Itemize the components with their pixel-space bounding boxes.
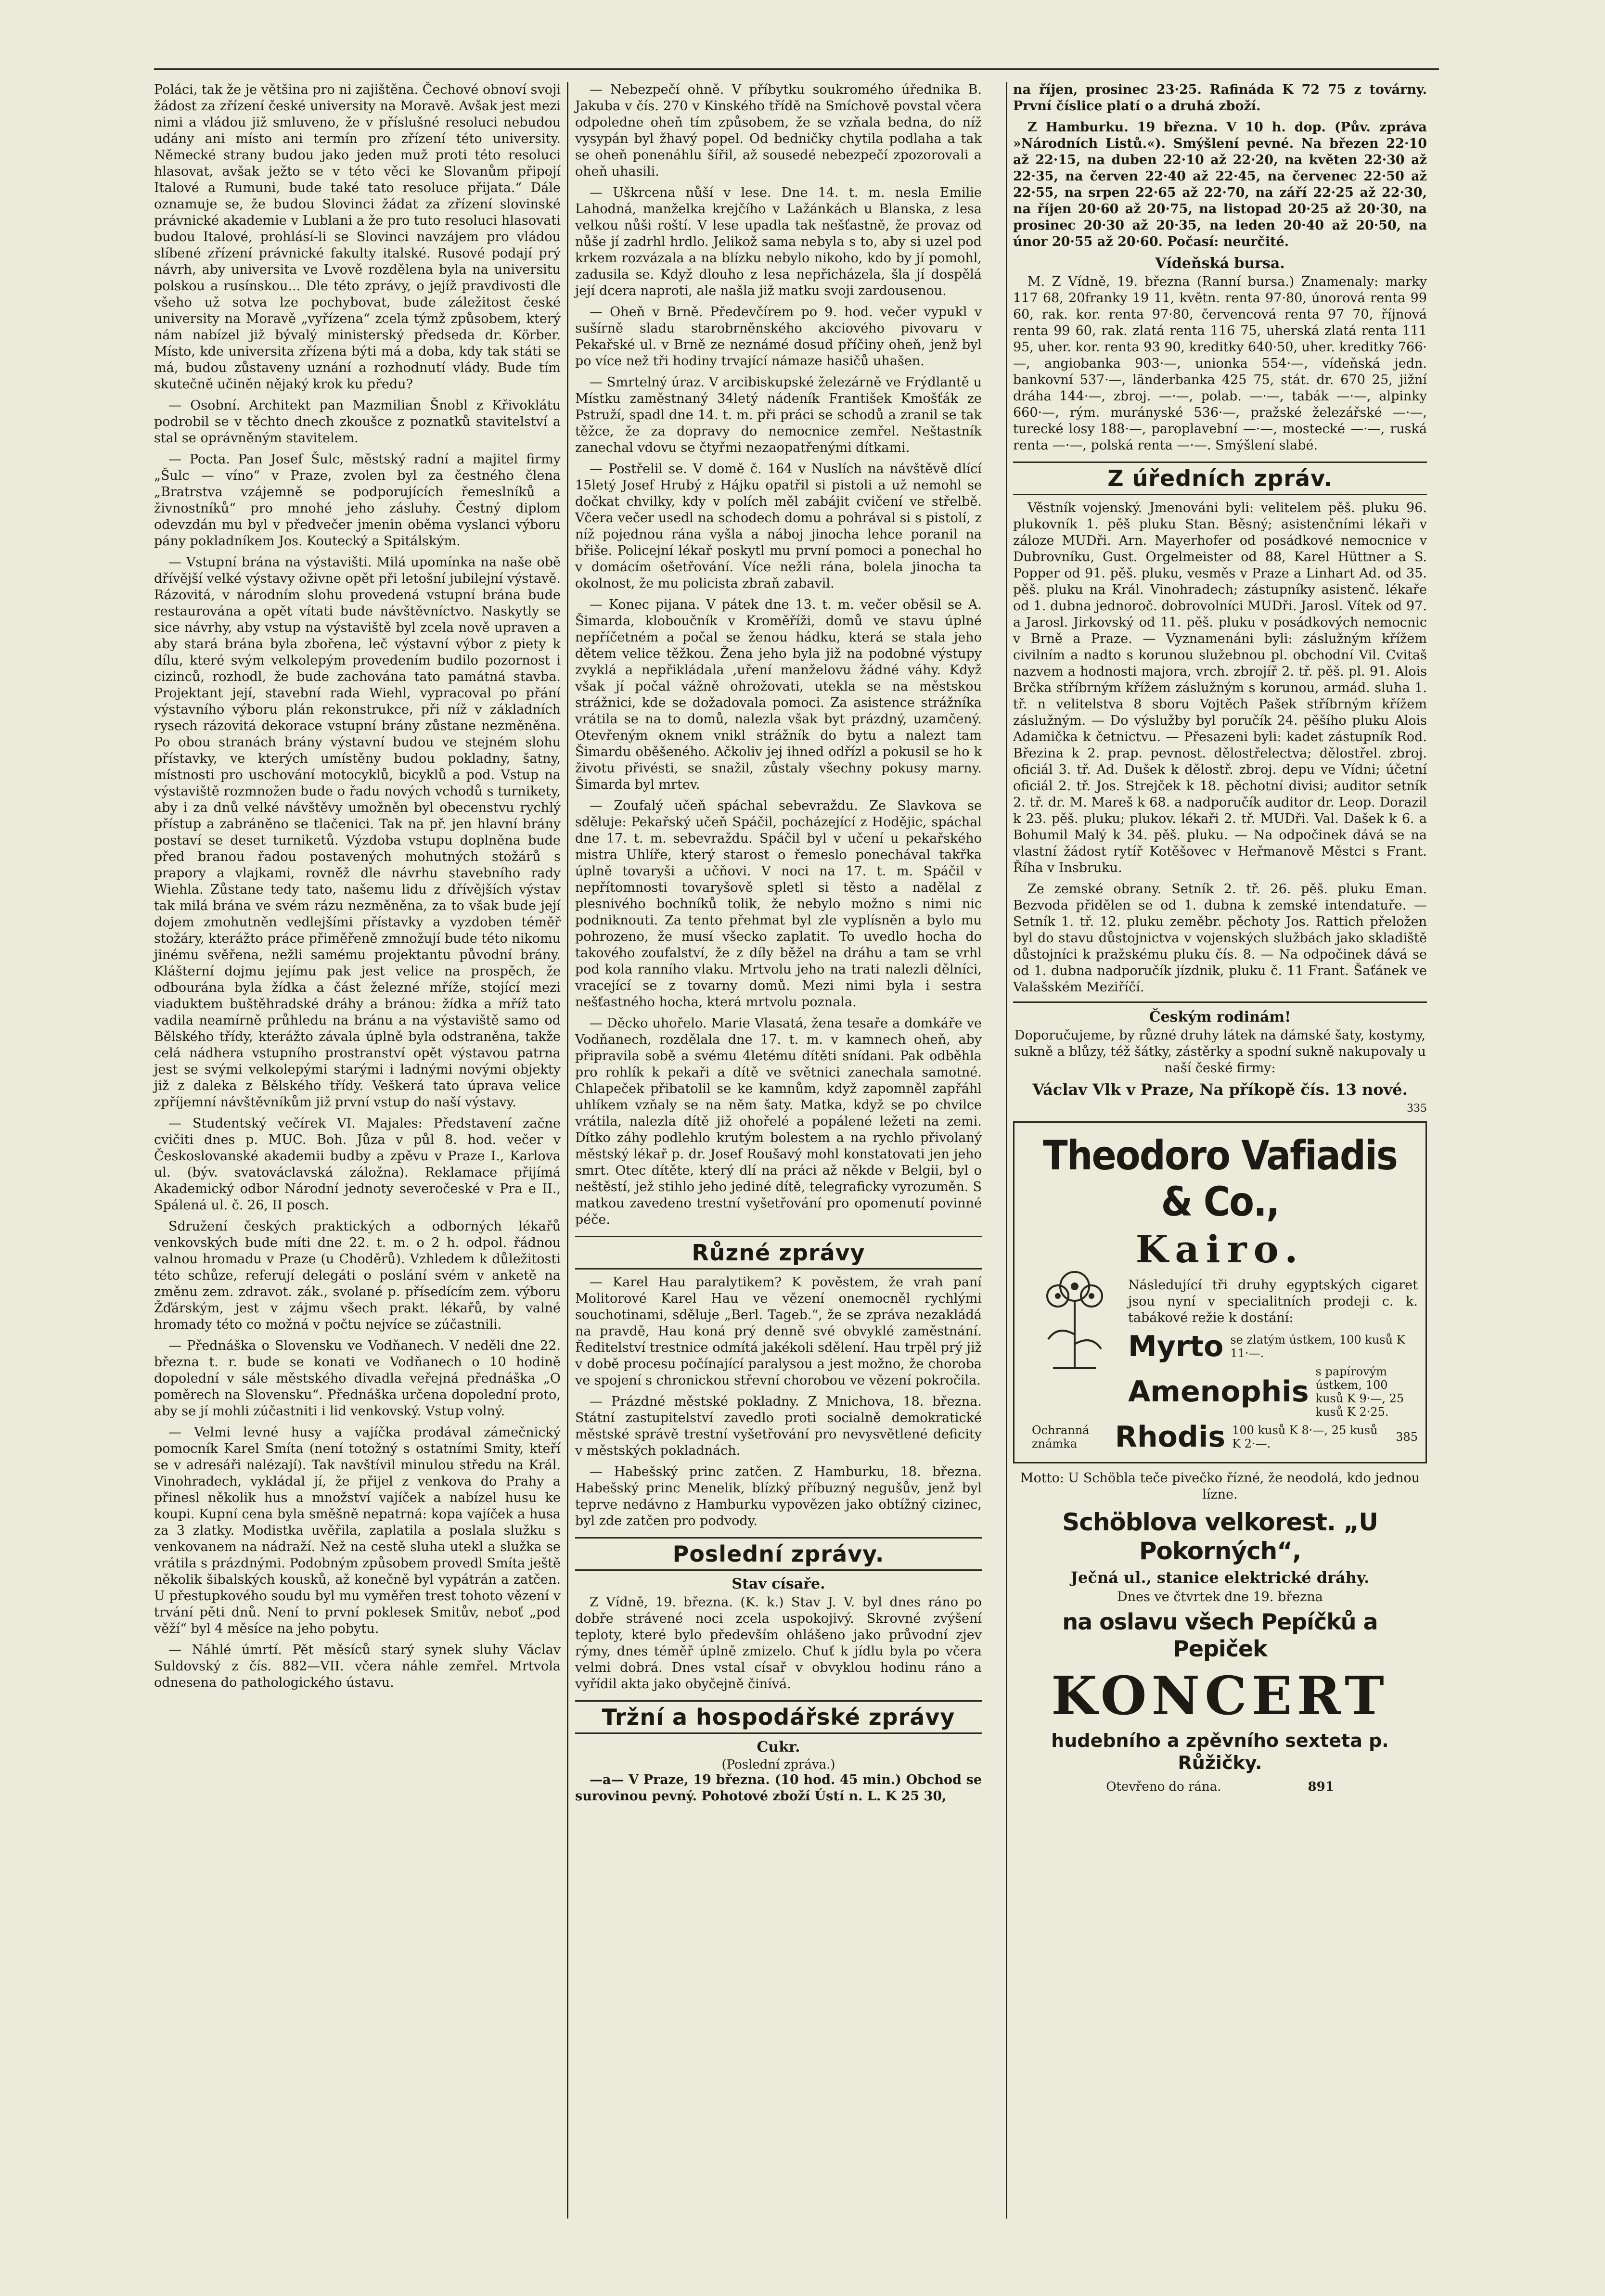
ad-heading-ceskym-rodinam: Českým rodinám! bbox=[1149, 1009, 1291, 1026]
article-smrtelny-uraz: — Smrtelný úraz. V arcibiskupské železárně ve Frýdlantě u Místku zaměstnaný 34letý nádeník František Kmošťák ze Pstruží, spadl dne 14. t. m. při práci se schodů a zranil se tak těžce, že za dopravy do nemocnice zemřel. Neštastník zanechal vdovu se čtyřmi nezaopatřenými dítkami. bbox=[575, 375, 982, 455]
column-2 bbox=[575, 82, 982, 1809]
ad-schobl-footer bbox=[1013, 1780, 1427, 1794]
section-heading-uredni-zpravy: Z úředních zpráv. bbox=[1013, 462, 1427, 495]
ad-vlk-address: Václav Vlk v Praze, Na příkopě čís. 13 nové. bbox=[1032, 1080, 1408, 1099]
ad-vafiadis-title: Theodoro Vafiadis & Co., bbox=[1043, 1132, 1397, 1225]
subheading-cukr-note: (Poslední zpráva.) bbox=[721, 1757, 835, 1772]
top-rule bbox=[154, 68, 1439, 70]
ad-text-rodinam: Doporučujeme, by různé druhy látek na dámské šaty, kostymy, sukně a blůzy, též šátky, zástěrky a spodní sukně nakupovaly u naší české firmy: bbox=[1014, 1028, 1426, 1076]
ad-schobl-open: Otevřeno do rána. bbox=[1106, 1780, 1221, 1794]
article-osobni: — Osobní. Architekt pan Mazmilian Šnobl z Křivoklátu podrobil se v těchto dnech zkoušce z poznatků stavitelství a stal se oprávněným stavitelem. bbox=[154, 398, 561, 446]
article-habessky-princ: — Habešský princ zatčen. Z Hamburku, 18. března. Habešský princ Menelik, blízký příbuzný negušův, jenž byl teprve nedávno z Hamburku vypovězen jako obtížný cizinec, byl zde zatčen pro podvody. bbox=[575, 1464, 982, 1528]
article-nebezpeci-ohne: — Nebezpečí ohně. V příbytku soukromého úřednika B. Jakuba v čís. 270 v Kinského třídě na Smíchově povstal včera odpoledne oheň tím způsobem, že se vzňala bedna, do níž vysypán byl žhavý popel. Od bedničky chytila podlaha a tak se oheň ponenáhlu šířil, až sousedé nebezpečí zpozorovali a oheň uhasili. bbox=[575, 82, 982, 179]
brand-rhodis-text: 100 kusů K 8·—, 25 kusů K 2·—. bbox=[1232, 1424, 1378, 1450]
market-rafinada: na říjen, prosinec 23·25. Rafináda K 72 75 z továrny. První číslice platí o a druhá zboží. bbox=[1013, 82, 1427, 114]
newspaper-page bbox=[154, 82, 1439, 2219]
brand-rhodis bbox=[1032, 1420, 1418, 1454]
brand-amenophis bbox=[1128, 1365, 1418, 1419]
brand-myrto-text: se zlatým ústkem, 100 kusů K 11·—. bbox=[1230, 1333, 1405, 1360]
ad-schobl-address: Ječná ul., stanice elektrické dráhy. bbox=[1070, 1568, 1370, 1587]
ad-schobl-motto: Motto: U Schöbla teče pivečko řízné, že neodolá, kdo jednou lízne. bbox=[1020, 1471, 1420, 1502]
article-nahle-umrti: — Náhlé úmrtí. Pět měsíců starý synek sluhy Václav Suldovský z čís. 882—VII. včera náhle zemřel. Mrtvola odnesena do pathologického ústavu. bbox=[154, 1642, 561, 1690]
ad-koncert: KONCERT bbox=[1051, 1665, 1389, 1727]
subheading-cukr: Cukr. bbox=[757, 1739, 800, 1756]
ad-schobl-band: hudebního a zpěvního sexteta p. Růžičky. bbox=[1051, 1730, 1389, 1773]
ad-vafiadis bbox=[1013, 1121, 1427, 1463]
ad-vafiadis-city: Kairo. bbox=[1135, 1228, 1305, 1271]
section-heading-posledni-zpravy: Poslední zprávy. bbox=[575, 1537, 982, 1571]
article-prazdne-pokladny: — Prázdné městské pokladny. Z Mnichova, 18. března. Státní zastupitelství zavedlo proti socialně demokratické městské správě trestní vyšetřování pro nevysvětlené deficity v městských pokladnách. bbox=[575, 1394, 982, 1458]
article-sdruzeni-lekaru: Sdružení českých praktických a odborných lékařů venkovských bude míti dne 22. t. m. o 2 h. odpol. řádnou valnou hromadu v Praze (u Choděrů). Vzhledem k důležitosti této schůze, referují delegáti o poslání svém v anketě na změnu zem. zdravot. zák., svolané p. přísedícím zem. výboru Žďárským, jest v zájmu všech prakt. lékařů, by valné hromady této co možná v počtu nejvíce se zúčastnili. bbox=[154, 1219, 561, 1332]
article-stav-cisare: Z Vídně, 19. března. (K. k.) Stav J. V. byl dnes ráno po dobře strávené noci zcela uspokojivý. Skrovné zvýšení teploty, které bylo především ohlášeno jako průvodní zjev rýmy, dnes téměř úplně zmizelo. Chuť k jídlu byla po včera velmi dobrá. Dnes vstal císař v obvyklou hodinu ráno a vyřídil akta jako obyčejně činívá. bbox=[575, 1595, 982, 1692]
ad-schobl-event: na oslavu všech Pepíčků a Pepiček bbox=[1062, 1609, 1378, 1662]
section-heading-ruzne-zpravy: Různé zprávy bbox=[575, 1236, 982, 1270]
ad-number-3: 891 bbox=[1308, 1780, 1334, 1794]
brand-rhodis-name: Rhodis bbox=[1115, 1420, 1226, 1454]
article-zoufaly-ucen: — Zoufalý učeň spáchal sebevraždu. Ze Slavkova se sděluje: Pekařský učeň Spáčil, pocházející z Hodějic, spáchal dne 17. t. m. sebevraždu. Spáčil byl v učení u pekařského mistra Uhlíře, který starost o řemeslo ponechával takřka úplně tovaryši a učňovi. V noci na 17. t. m. Spáčil v nepřítomnosti tovaryšově spletl si těsto a nadělal z plesnivého bochníků tolik, že nebylo možno s nimi nic podniknouti. Za tento přehmat byl zle vyplísněn a bylo mu pohrozeno, že musí všecko zaplatit. To uvedlo hocha do takového zoufalství, že z díly běžel na dráhu a tam se vrhl pod kola ranního vlaku. Mrtvolu jeho na trati nalezli dělníci, vracející se z tovarny domů. Mezi nimi byla i sestra nešťastného hocha, která mrtvolu poznala. bbox=[575, 798, 982, 1010]
article-husy-vajicka: — Velmi levné husy a vajíčka prodával zámečnický pomocník Karel Smíta (není totožný s ostatními Smity, kteří se v adresáři nalézají). Tak navštívil minulou středu na Král. Vinohradech, vykládal jí, že přijel z venkova do Prahy a přinesl několik hus a množství vajíček a nabízel husu ke koupi. Kupní cena byla směšně nepatrná: kopa vajíček a husa za 3 zlatky. Modistka uvěřila, zaplatila a poslala služku s venkovanem na nádraží. Než na cestě sluha utekl a služka se vrátila s prázdnými. Podobným způsobem provedl Smíta ještě několik šibalských kousků, až konečně byl vypátrán a zatčen. U přestupkového soudu byl mu vyměřen trest tohoto vězení v trvání pěti dnů. Není to první poklesek Smitův, neboť „pod věží“ byl 4 měsíce na jeho pobytu. bbox=[154, 1425, 561, 1636]
subheading-stav-cisare: Stav císaře. bbox=[732, 1576, 825, 1592]
ad-number-2: 385 bbox=[1396, 1430, 1418, 1444]
column-3 bbox=[1013, 82, 1427, 1794]
market-bursa: M. Z Vídně, 19. března (Ranní bursa.) Znamenaly: marky 117 68, 20franky 19 11, květn. renta 97·80, únorová renta 99 60, rak. kor. renta 97·80, červencová renta 97 70, říjnová renta 99 60, rak. zlatá renta 116 75, uherská zlatá renta 111 95, uher. kor. renta 93 90, kreditky 640·50, uher. kreditky 766·—, angiobanka 903·—, unionka 554·—, vídeňská jedn. bankovní 537·—, länderbanka 425 75, stát. dr. 670 25, jižní dráha 144·—, zbroj. —·—, polab. —·—, tabák —·—, alpinky 660·—, rým. murányské 536·—, pražské železářské —·—, turecké losy 188·—, paroplavební —·—, mostecké —·—, ruská renta —·—, polská renta —·—. Smýšlení slabé. bbox=[1013, 274, 1427, 453]
divider bbox=[1013, 1001, 1427, 1003]
ad-vafiadis-text: Následující tři druhy egyptských cigaret jsou nyní v specialitních prodeji c. k. tabákové režie k dostání: bbox=[1128, 1278, 1418, 1325]
brand-amenophis-name: Amenophis bbox=[1128, 1375, 1309, 1409]
column-1 bbox=[154, 82, 561, 1696]
flower-emblem-icon bbox=[1024, 1253, 1125, 1378]
article-pocta: — Pocta. Pan Josef Šulc, městský radní a majitel firmy „Šulc — víno“ v Praze, zvolen byl za čestného člena „Bratrstva vzájemně se podporujících řemeslníků a živnostníků“ pro mnohé jeho zásluhy. Čestný diplom odevzdán mu byl v předvečer jmenin oběma vyslanci výboru pány pokladníkem Jos. Koutecký a Spitálským. bbox=[154, 452, 561, 549]
article-postrelil-se: — Postřelil se. V domě č. 164 v Nuslích na návštěvě dlící 15letý Josef Hrubý z Hájku opatřil si pistoli a už nemohl se dočkat chvilky, kdy v polích měl zabájit cvičení ve střelbě. Včera večer usedl na schodech domu a pohrával si s pistolí, z níž pojednou rána vyšla a náboj jinocha lehce poranil na břiše. Policejní lékař poskytl mu první pomoci a ponechal ho v domácím ošetřování. Více nežli rána, bolela jinocha ta okolnost, že mu policista zbraň zabavil. bbox=[575, 462, 982, 591]
brand-amenophis-text: s papírovým ústkem, 100 kusů K 9·—, 25 kusů K 2·25. bbox=[1315, 1365, 1404, 1419]
subheading-videnska-bursa: Vídeňská bursa. bbox=[1155, 255, 1285, 272]
article-uskrcena-nusi: — Uškrcena nůší v lese. Dne 14. t. m. nesla Emilie Lahodná, manželka krejčího v Lažánkách u Blanska, z lesa velkou nůši roští. V lese upadla tak nešťastně, že provaz od nůše jí zadrhl hrdlo. Jelikož sama nebyla s to, aby si uzel pod krkem rozvázala a na blízku nebylo nikoho, kdo by jí pomohl, zadusila se. Když dlouho z lesa nepřicházela, šla jí dospělá její dcera naproti, ale našla již matku svoji zardousenou. bbox=[575, 185, 982, 298]
article-decko-uhorelo: — Děcko uhořelo. Marie Vlasatá, žena tesaře a domkáře ve Vodňanech, rozdělala dne 17. t. m. v kamnech oheň, aby připravila sobě a svému 4letému dítěti snídani. Pak odběhla pro rohlík k pekaři a dítě ve světnici zanechala samotné. Chlapeček přibatolil se ke kamnům, když zapomněl zapřáhl uhlíkem vzňaly se na něm šaty. Matka, když se po chvilce vrátila, nalezla dítě již ohořelé a popálené ležeti na zemi. Dítko záhy podlehlo krutým bolestem a na rychlo přivolaný městský lékař p. dr. Josef Roušavý mohl konstatovati jen jeho smrt. Otec dítěte, který dlí na práci až někde v Belgii, byl o neštěstí, jež stihlo jeho jediné dítě, telegraficky vyrozuměn. S matkou zavedeno trestní vyšetřování pro opomenutí povinné péče. bbox=[575, 1016, 982, 1227]
article-university: Poláci, tak že je většina pro ni zajištěna. Čechové obnoví svoji žádost za zřízení české university na Moravě. Avšak jest mezi nimi a vládou již smluveno, že v příslušné resoluci nebudou udány ani místo ani termín pro zřízení této university. Německé strany budou jako jeden muž proti této resoluci hlasovat, avšak ježto se v této věci ke Slovanům připojí Italové a Rumuni, bude také tato resoluce přijata.“ Dále oznamuje se, že budou Slovinci žádat za zřízení slovinské právnické akademie v Lublani a že pro tuto resoluci hlasovati budou Italové, prohlásí-li se Slovinci navzájem pro vládou slíbené zřízení právnické fakulty italské. Rusové podají prý návrh, aby universita ve Lvově rozdělena byla na universitu polskou a rusínskou... Dle této zprávy, o jejíž pravdivosti dle všeho už sotva lze pochybovat, bude záležitost české university na Moravě „vyřízena“ zcela týmž způsobem, který nám nabízel již bývalý ministerský předseda dr. Körber. Místo, kde universita zřízena býti má a doba, kdy tak státi se má, budou zůstaveny uznání a rozhodnutí vlády. Bude tím skutečně učiněn nějaký krok ku předu? bbox=[154, 82, 561, 392]
article-konec-pijana: — Konec pijana. V pátek dne 13. t. m. večer oběsil se A. Šimarda, kloboučník v Kroměříži, domů ve stavu úplné nepříčetném a počal se ženou hádku, která se stala jeho dětem velice těžkou. Žena jeho byla již na podobné výstupy zvyklá a nepřikládala ,uření manželovu žádné váhy. Když však jí počal vážně ohrožovati, utekla se na městskou strážnici, kde se dožadovala pomoci. Za asistence strážníka vrátila se na to domů, nalezla však byt prázdný, uzamčený. Otevřeným oknem vnikl strážník do bytu a nalezt tam Šimardu oběšeného. Ačkoliv jej ihned odřízl a pokusil se ho k životu přivésti, se snažil, zůstaly všechny pokusy marny. Šimarda byl mrtev. bbox=[575, 597, 982, 792]
article-zemska-obrana: Ze zemské obrany. Setník 2. tř. 26. pěš. pluku Eman. Bezvoda přidělen se od 1. dubna k zemské intendatuře. — Setník 1. tř. 12. pluku zeměbr. pěchoty Jos. Rattich přeložen byl do stavu důstojnictva v vojenských službách jako skladiště důstojníci k pražskému pluku čís. 8. — Na odpočinek dává se od 1. dubna nadporučík jízdnik, pluku č. 11 Frant. Šaťánek ve Valašském Meziříčí. bbox=[1013, 882, 1427, 995]
section-heading-trzni-zpravy: Tržní a hospodářské zprávy bbox=[575, 1700, 982, 1734]
article-prednaska-slovensko: — Přednáška o Slovensku ve Vodňanech. V neděli dne 22. března t. r. bude se konati ve Vodňanech o 10 hodině dopolední v sále městského divadla veřejná přednáška „O poměrech na Slovensku“. Přednáška určena dopolední proto, aby se jí mohli zúčastniti i lid venkovský. Vstup volný. bbox=[154, 1338, 561, 1419]
article-vstupni-brana: — Vstupní brána na výstavišti. Milá upomínka na naše obě dřívější velké výstavy oživne opět při letošní jubilejní výstavě. Rázovitá, v národním slohu provedená vstupní brána bude restaurována a opět vítati bude návštěvníctvo. Naskytly se sice návrhy, aby vstup na výstaviště byl zcela nově upraven a aby stará brána byla zbořena, leč výstavní výbor z piety k dílu, které svým velkolepým provedením budilo pozornost i cizinců, rozhodl, že bude zachována tato památná stavba. Projektant její, stavební rada Wiehl, vypracoval po přání výstavního výboru plán rekonstrukce, při níž v základních rysech rázovitá dekorace vstupní brány zůstane nezměněna. Po obou stranách brány výstavní budou ve stejném slohu přístavky, ve kterých umístěny budou pokladny, šatny, místnosti pro uschování motocyklů, bicyklů a pod. Vstup na výstaviště rozmnožen bude o řadu nových vchodů s turnikety, aby i za dnů velké návštěvy umožněn byl obecenstvu rychlý přístup a zabráněno se tlačenici. Tak na př. jen hlavní brány postaví se deset turniketů. Výzdoba vstupu doplněna bude před branou řadou postavených mohutných stožárů s prapory a vlajkami, rovněž dle návrhu stavebního rady Wiehla. Zůstane tedy tato, našemu lidu z dřívějších výstav tak milá brána ve svém rázu nezměněna, za to však bude její dojem zmohutněn vedlejšími přístavky a vyzdoben téměř stožáry, kterážto práce přiměřeně zmnožují bude této nikomu jinému svěřena, nežli samému projektantu původní brány. Klášterní dojmu jejímu pak jest velice na prospěch, že odbourána byla žídka a část železné mříže, stojící mezi viaduktem buštěhradské dráhy a bránou: žídka a mříž tato vadila neamírně průhledu na bránu a na výstaviště samo od Bělského třídy, kterážto závala úplně byla odstraněna, takže celá nádhera vstupního prostranství opět výstavou patrna jest se svými velkolepými starými i ladnými novými objekty již z daleka z Bělského třídy. Veškerá tato úprava velice zpříjemní návštěvníkům již první vstup do naší výstavy. bbox=[154, 555, 561, 1110]
brand-myrto-name: Myrto bbox=[1128, 1330, 1224, 1363]
ad-schobl-title: Schöblova velkorest. „U Pokorných“, bbox=[1062, 1508, 1378, 1565]
ad-number-1: 335 bbox=[1407, 1103, 1427, 1115]
ad-schobl-date: Dnes ve čtvrtek dne 19. března bbox=[1117, 1590, 1323, 1604]
brand-myrto bbox=[1128, 1331, 1418, 1362]
article-studentsky-vecirek: — Studentský večírek VI. Majales: Představení začne cvičiti dnes p. MUC. Boh. Jůza v půl 8. hod. večer v Českoslovanské akademii budby a zpěvu v Praze I., Karlova ul. (býv. svatováclavská záložna). Reklamace přijímá Akademický odbor Národní jednoty severočeské v Pra e II., Spálená ul. č. 26, II posch. bbox=[154, 1116, 561, 1213]
brand-trademark: Ochranná známka bbox=[1032, 1424, 1090, 1450]
market-hamburk: Z Hamburku. 19 března. V 10 h. dop. (Pův. zpráva »Národních Listů.«). Smýšlení pevné. Na březen 22·10 až 22·15, na duben 22·10 až 22·20, na květen 22·30 až 22·35, na červen 22·40 až 22·45, na červenec 22·50 až 22·55, na srpen 22·65 až 22·70, na září 22·25 až 22·30, na říjen 20·60 až 20·75, na listopad 20·25 až 20·30, na prosinec 20·30 až 20·35, na leden 20·40 až 20·50, na únor 20·55 až 20·60. Počasí: neurčité. bbox=[1013, 120, 1427, 249]
article-karel-hau: — Karel Hau paralytikem? K pověstem, že vrah paní Molitorové Karel Hau ve vězení onemocněl rychlými souchotinami, sděluje „Berl. Tageb.“, že se zpráva nezakládá na pravdě, Hau koná prý denně své obvyklé zaměstnání. Ředitelství trestnice odmítá jakékoli sdělení. Hau trpěl prý již v době procesu počínající paralysou a jest možno, že choroba ve spojení s chronickou střevní chorobou ve vězení pokročila. bbox=[575, 1275, 982, 1388]
article-ohen-brno: — Oheň v Brně. Předevčírem po 9. hod. večer vypukl v sušírně sladu starobrněnského akciového pivovaru v Pekařské ul. v Brně ze neznámé dosud příčiny oheň, jenž byl po více než tři hodiny trvající námaze hasičů uhašen. bbox=[575, 305, 982, 369]
column-rule-1 bbox=[567, 82, 568, 2219]
article-cukr-praha: —a— V Praze, 19 března. (10 hod. 45 min.) Obchod se surovinou pevný. Pohotové zboží Ústí n. L. K 25 30, bbox=[575, 1772, 982, 1804]
article-vestnik-vojensky: Věstník vojenský. Jmenováni byli: velitelem pěš. pluku 96. plukovník 1. pěš pluku Stan. Běsný; asistenčními lékaři v záloze MUDři. Arn. Mayerhofer od posádkové nemocnice v Dubrovníku, Gust. Orgelmeister od 88, Karel Hüttner a S. Popper od 91. pěš. pluku, vesměs v Praze a Linhart Ad. od 35. pěš. pluku na Král. Vinohradech; zástupníky asistenč. lékaře od 1. dubna jednoroč. dobrovolníci MUDři. Jarosl. Vítek od 97. a Jarosl. Jirkovský od 11. pěš. pluku v posádkových nemocnic v Brně a Praze. — Vyznamenáni byli: záslužným křížem civilním a nadto s korunou služebnou pl. obchodní Vil. Cvitaš nazvem a hodnosti majora, vrch. zbrojíř 2. tř. pěš. pl. 91. Alois Brčka stříbrným křížem záslužným s korunou, armád. sluha 1. tř. n velitelstva 8 sboru Vojtěch Pašek stříbrným křížem záslužným. — Do výslužby byl poručík 24. pěšího pluku Alois Adamička k četnictvu. — Přesazeni byli: kadet zástupník Rod. Březina k 2. prap. pevnost. dělostřelectva; dělostřel. zbroj. oficiál 3. tř. Ad. Dušek k dělostř. zbroj. depu ve Vídni; účetní oficiál 2. tř. Jos. Strejček k 18. pěchotní divisi; auditor setník 2. tř. dr. M. Mareš k 68. a nadporučík auditor dr. Leop. Dorazil k 23. pěš. pluku; plukov. lékaři 2. tř. MUDři. Val. Dašek k 6. a Bohumil Malý k 34. pěš. pluku. — Na odpočinek dává se na vlastní žádost rytíř Kotěšovec v Heřmanově Městci s Frant. Říha v Insbruku. bbox=[1013, 500, 1427, 875]
column-rule-2 bbox=[1006, 82, 1007, 2219]
